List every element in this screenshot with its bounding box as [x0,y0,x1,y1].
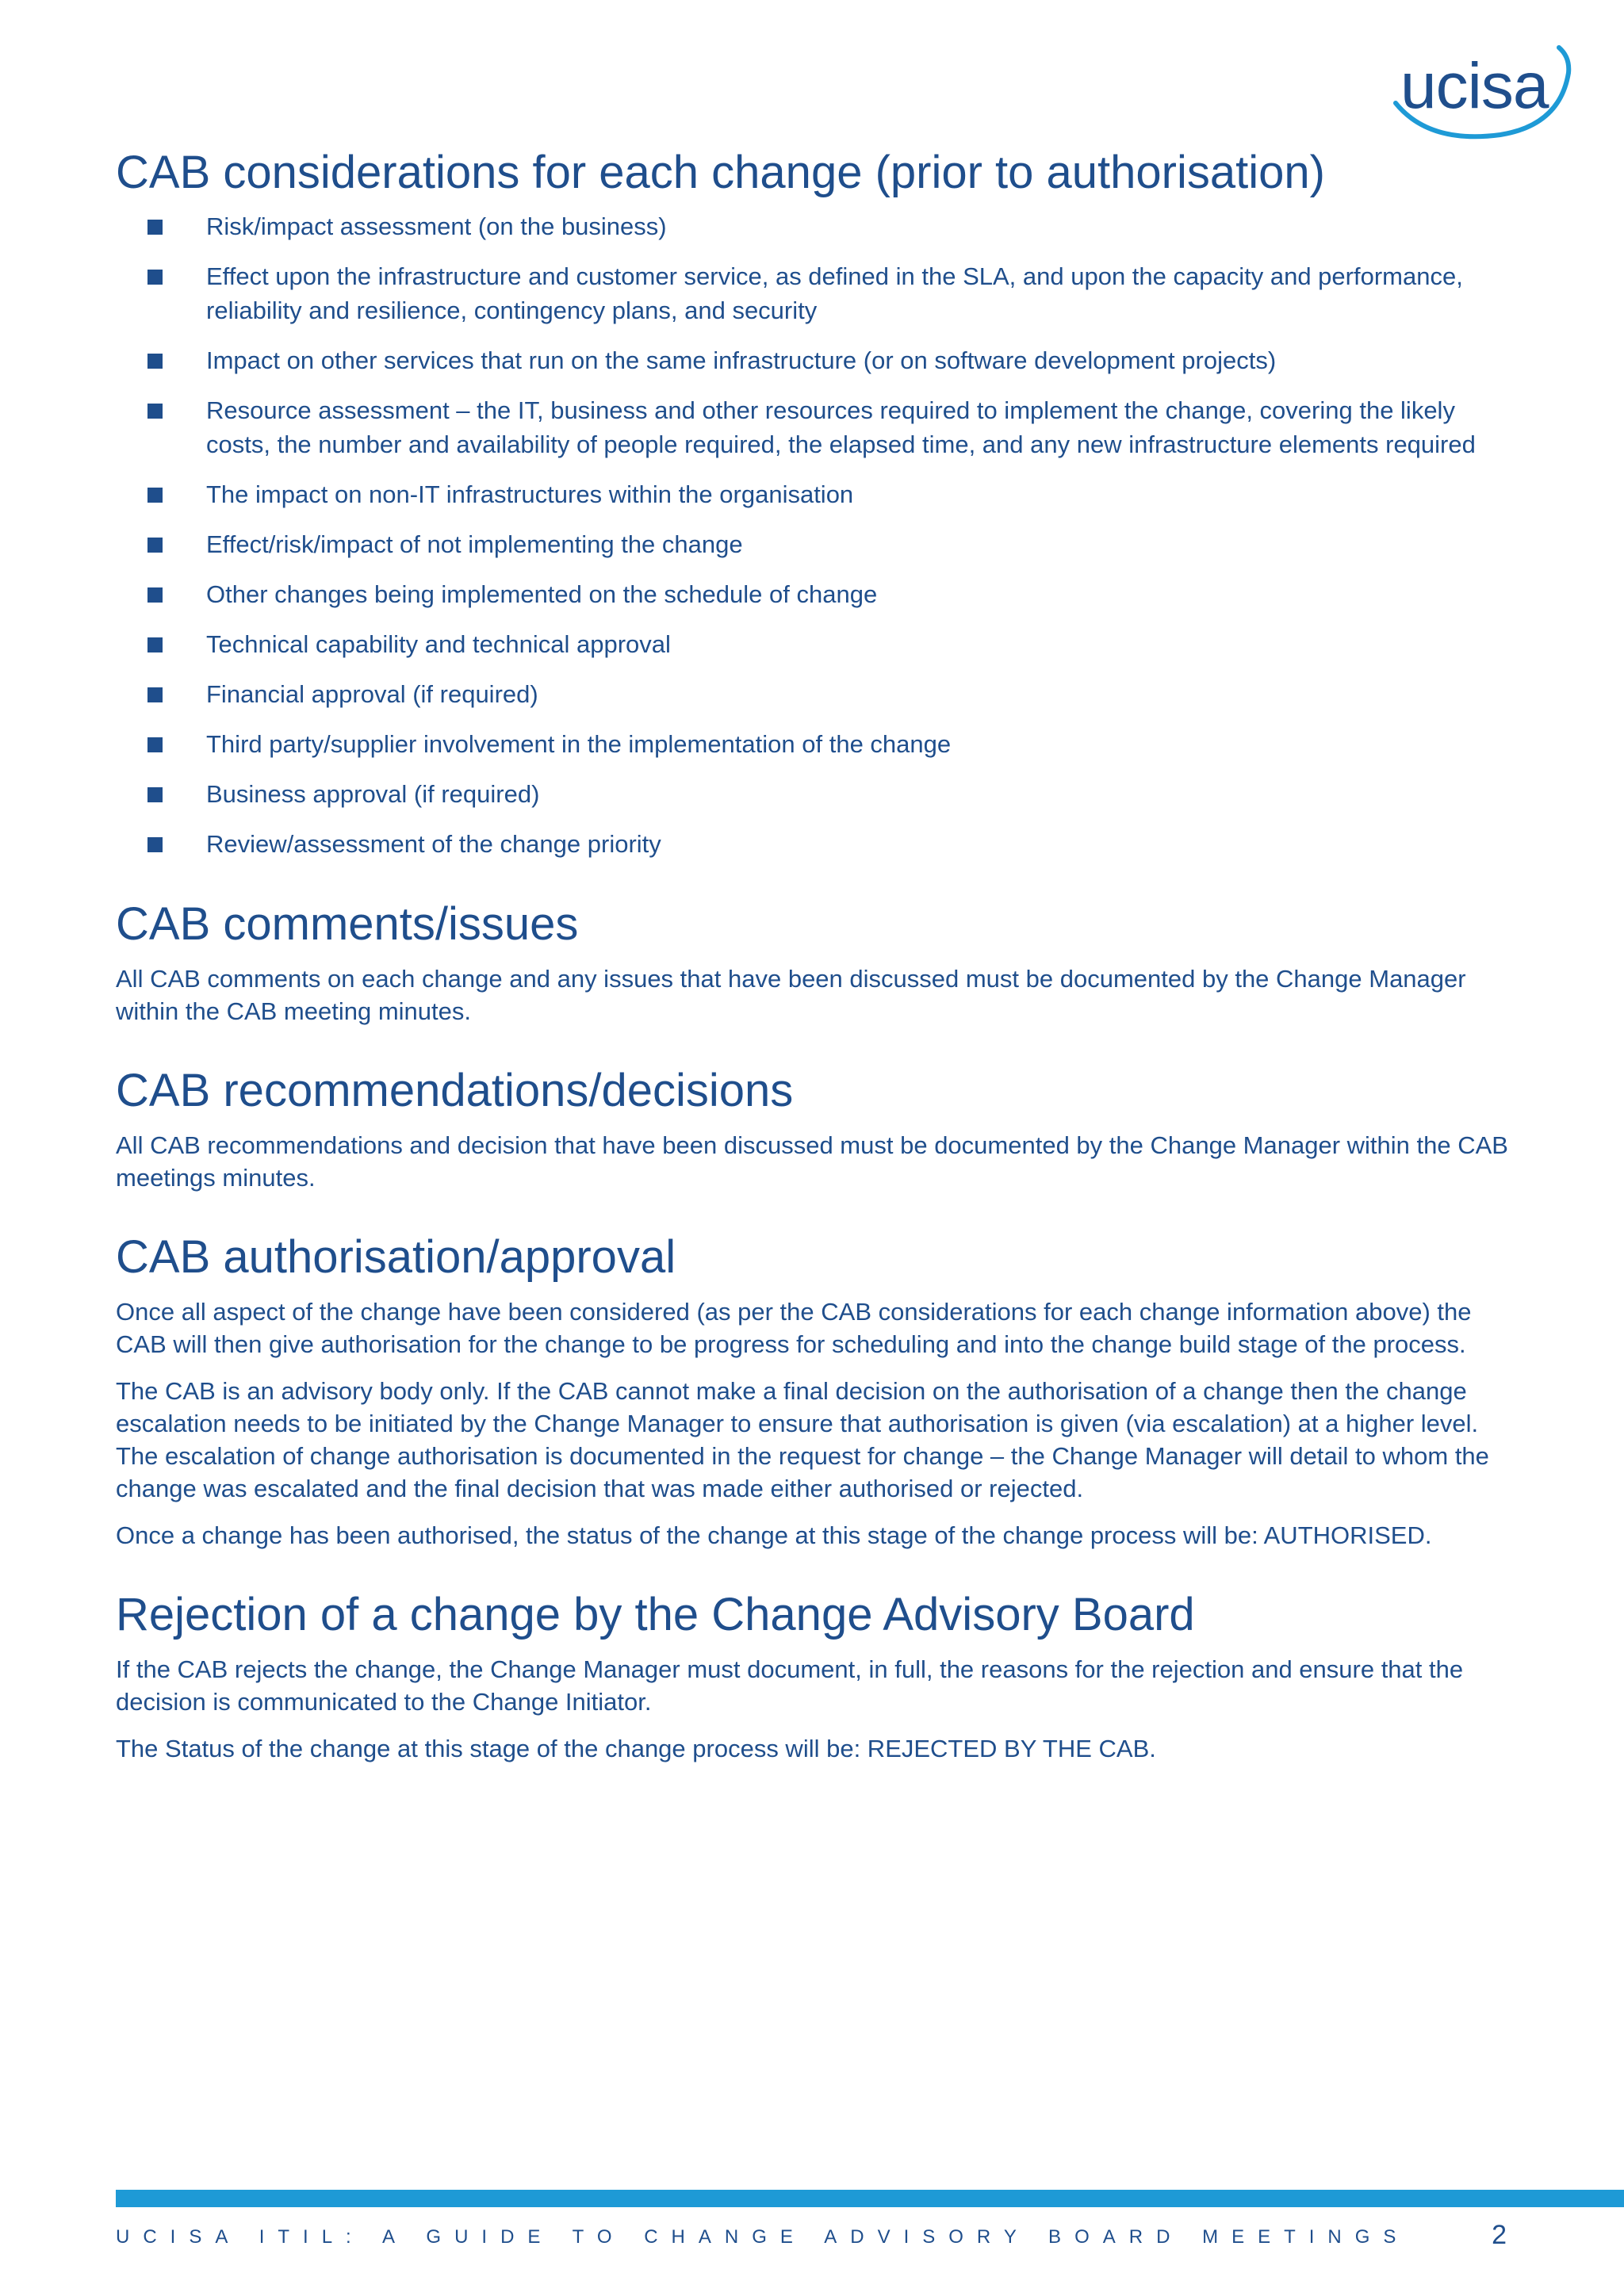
heading-cab-considerations: CAB considerations for each change (prior to authorisation) [116,147,1325,198]
heading-cab-authorisation: CAB authorisation/approval [116,1231,676,1283]
footer-bar [116,2190,1624,2207]
list-item: Resource assessment – the IT, business and other resources required to implement the change, covering the likely costs, the number and availability of people required, the elapsed time, and any new infrastructure elements required [116,393,1511,461]
square-bullet-icon [147,354,163,369]
square-bullet-icon [147,587,163,603]
heading-rejection: Rejection of a change by the Change Advisory Board [116,1589,1195,1640]
square-bullet-icon [147,637,163,652]
list-item: Financial approval (if required) [116,677,1511,711]
list-item: The impact on non-IT infrastructures within the organisation [116,477,1511,511]
square-bullet-icon [147,488,163,503]
square-bullet-icon [147,837,163,852]
list-item: Risk/impact assessment (on the business) [116,209,1511,243]
ucisa-logo [1381,41,1580,144]
paragraph: If the CAB rejects the change, the Change Manager must document, in full, the reasons for the rejection and ensure that the decision is communicated to the Change Initiator. [116,1655,1464,1716]
list-item: Other changes being implemented on the schedule of change [116,577,1511,611]
list-item: Third party/supplier involvement in the implementation of the change [116,727,1511,761]
footer-title: UCISA ITIL: A GUIDE TO CHANGE ADVISORY BOARD MEETINGS [116,2226,1410,2248]
list-item: Impact on other services that run on the same infrastructure (or on software development projects) [116,343,1511,377]
square-bullet-icon [147,687,163,702]
paragraph: The Status of the change at this stage of the change process will be: REJECTED BY THE CAB. [116,1735,1156,1762]
paragraph: The CAB is an advisory body only. If the CAB cannot make a final decision on the authorisation of a change then the change escalation needs to be initiated by the Change Manager to ensure that authorisation is given (via escalation) at a higher level. The escalation of change authorisation is documented in the request for change – the Change Manager will detail to whom the change was escalated and the final decision that was made either authorised or rejected. [116,1377,1489,1502]
page-number: 2 [1492,2220,1507,2250]
square-bullet-icon [147,787,163,802]
list-item: Effect/risk/impact of not implementing the change [116,527,1511,561]
square-bullet-icon [147,404,163,419]
list-item: Review/assessment of the change priority [116,827,1511,861]
paragraph: All CAB recommendations and decision that have been discussed must be documented by the Change Manager within the CAB meetings minutes. [116,1131,1508,1192]
paragraph: Once a change has been authorised, the status of the change at this stage of the change process will be: AUTHORISED. [116,1521,1432,1549]
paragraph: Once all aspect of the change have been considered (as per the CAB considerations for each change information above) the CAB will then give authorisation for the change to be progress for scheduling and into the change build stage of the process. [116,1298,1472,1358]
page-content [116,140,1511,1779]
paragraph: All CAB comments on each change and any issues that have been discussed must be documented by the Change Manager within the CAB meeting minutes. [116,965,1466,1025]
list-item: Technical capability and technical approval [116,627,1511,661]
list-item: Effect upon the infrastructure and customer service, as defined in the SLA, and upon the capacity and performance, reliability and resilience, contingency plans, and security [116,259,1511,327]
square-bullet-icon [147,270,163,285]
heading-cab-comments: CAB comments/issues [116,898,579,950]
logo-text: ucisa [1400,50,1549,122]
heading-cab-recommendations: CAB recommendations/decisions [116,1065,794,1116]
square-bullet-icon [147,220,163,235]
considerations-list [116,209,1511,861]
square-bullet-icon [147,538,163,553]
list-item: Business approval (if required) [116,777,1511,811]
square-bullet-icon [147,737,163,752]
